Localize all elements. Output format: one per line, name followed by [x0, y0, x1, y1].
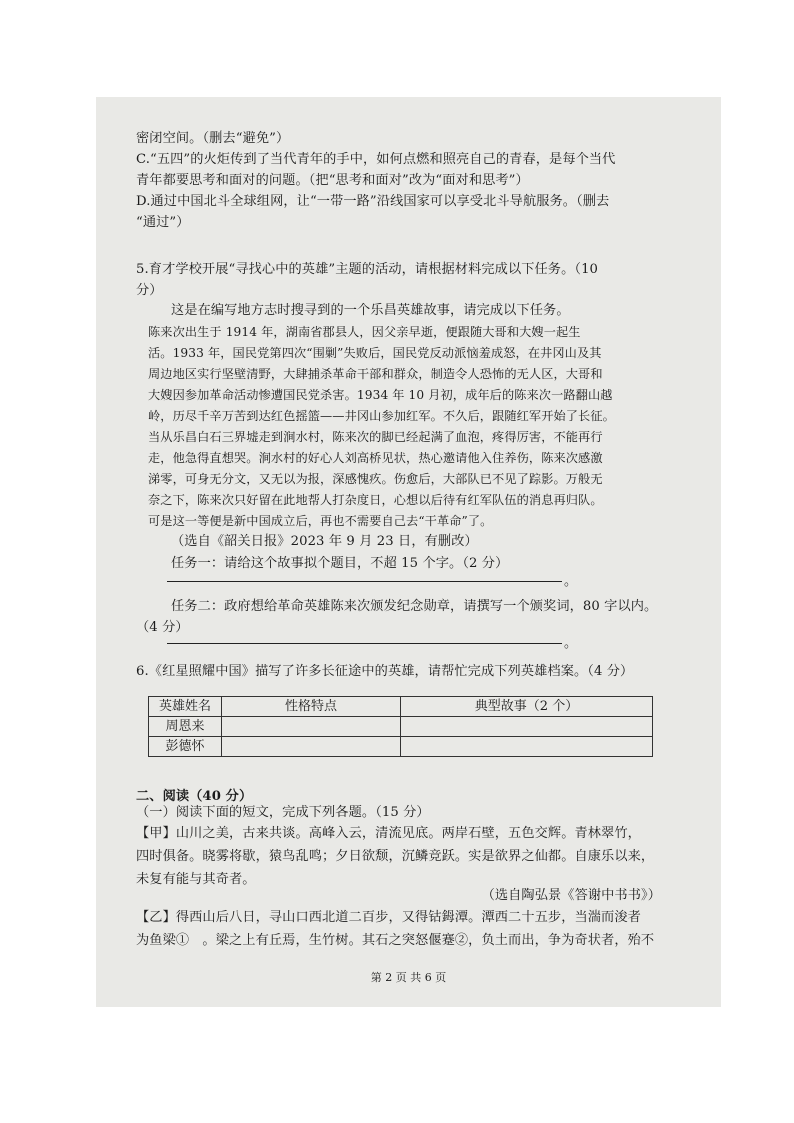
task1-prompt: 任务一：请给这个故事拟个题目，不超 15 个字。（2 分）: [171, 556, 509, 571]
option-b-tail: 密闭空间。（删去“避免”）: [136, 131, 290, 146]
q5-intro: 这是在编写地方志时搜寻到的一个乐昌英雄故事，请完成以下任务。: [171, 303, 570, 318]
traits-cell[interactable]: [222, 737, 401, 757]
story-line: 走，他急得直想哭。涧水村的好心人刘高桥见状，热心邀请他入住养伤，陈来次感激: [148, 451, 603, 465]
passage-jia-line: 【甲】山川之美，古来共谈。高峰入云，清流见底。两岸石壁，五色交辉。青林翠竹，: [136, 826, 641, 841]
page-footer: 第 2 页 共 6 页: [370, 971, 447, 984]
header-name: 英雄姓名: [149, 697, 222, 717]
story-line: 陈来次出生于 1914 年，湖南省郡县人，因父亲早逝，便跟随大哥和大嫂一起生: [148, 325, 581, 339]
task2-prompt-line1: 任务二：政府想给革命英雄陈来次颁发纪念勋章，请撰写一个颁奖词，80 字以内。: [171, 599, 658, 614]
option-c-line2: 青年都要思考和面对的问题。（把“思考和面对”改为“面对和思考”）: [136, 173, 529, 188]
passage-jia-source: （选自陶弘景《答谢中书书》）: [481, 888, 661, 903]
table-header-row: [149, 697, 653, 717]
reading-sub-title: （一）阅读下面的短文，完成下列各题。（15 分）: [136, 805, 430, 820]
table-row: [149, 737, 653, 757]
option-c-line1: C.“五四”的火炬传到了当代青年的手中，如何点燃和照亮自己的青春，是每个当代: [136, 152, 616, 167]
story-line: 周边地区实行坚壁清野，大肆捕杀革命干部和群众，制造令人恐怖的无人区，大哥和: [148, 367, 603, 381]
hero-archive-table: [148, 696, 653, 757]
passage-jia-line: 未复有能与其奇者。: [136, 872, 256, 887]
story-line: 当从乐昌白石三界墟走到涧水村，陈来次的脚已经起满了血泡，疼得厉害，不能再行: [148, 430, 603, 444]
story-line: 奈之下，陈来次只好留在此地帮人打杂度日，心想以后待有红军队伍的消息再归队。: [148, 493, 603, 507]
story-line: 涕零，可身无分文，又无以为报，深感愧疚。伤愈后，大部队已不见了踪影。万般无: [148, 472, 603, 486]
table-row: [149, 717, 653, 737]
story-line: 可是这一等便是新中国成立后，再也不需要自己去“干革命”了。: [148, 514, 493, 528]
option-d-line1: D.通过中国北斗全球组网，让“一带一路”沿线国家可以享受北斗导航服务。（删去: [136, 194, 610, 209]
story-source: （选自《韶关日报》2023 年 9 月 23 日，有删改）: [171, 534, 478, 549]
hero-name-cell: 周恩来: [149, 717, 222, 737]
task2-prompt-line2: （4 分）: [136, 620, 189, 635]
traits-cell[interactable]: [222, 717, 401, 737]
passage-yi-line: 为鱼梁① 。梁之上有丘焉，生竹树。其石之突怒偃蹇②，负土而出，争为奇状者，殆不: [136, 933, 655, 948]
q6-title: 6.《红星照耀中国》描写了许多长征途中的英雄，请帮忙完成下列英雄档案。（4 分）: [136, 664, 634, 679]
task1-answer-line[interactable]: [167, 581, 562, 582]
header-traits: 性格特点: [222, 697, 401, 717]
task1-period: 。: [564, 574, 578, 589]
story-line: 大嫂因参加革命活动惨遭国民党杀害。1934 年 10 月初，成年后的陈来次一路翻山越: [148, 388, 613, 402]
q5-title-line2: 分）: [136, 283, 163, 298]
story-line: 岭，历尽千辛万苦到达红色摇篮——井冈山参加红军。不久后，跟随红军开始了长征。: [148, 409, 615, 423]
hero-name-cell: 彭德怀: [149, 737, 222, 757]
option-d-line2: “通过”）: [136, 215, 190, 230]
exam-page: [96, 97, 721, 1007]
header-stories: 典型故事（2 个）: [401, 697, 653, 717]
q5-title-line1: 5.育才学校开展“寻找心中的英雄”主题的活动，请根据材料完成以下任务。（10: [136, 262, 599, 277]
reading-section-title: 二、阅读（40 分）: [136, 789, 253, 804]
stories-cell[interactable]: [401, 717, 653, 737]
passage-jia-line: 四时俱备。晓雾将歇，猿鸟乱鸣；夕日欲颓，沉鳞竞跃。实是欲界之仙都。自康乐以来，: [136, 849, 655, 864]
task2-period: 。: [564, 636, 578, 651]
stories-cell[interactable]: [401, 737, 653, 757]
passage-yi-line: 【乙】得西山后八日，寻山口西北道二百步，又得钴鉧潭。潭西二十五步，当湍而浚者: [136, 910, 641, 925]
story-line: 活。1933 年，国民党第四次“围剿”失败后，国民党反动派恼羞成怒，在井冈山及其: [148, 346, 602, 360]
task2-answer-line[interactable]: [167, 643, 562, 644]
